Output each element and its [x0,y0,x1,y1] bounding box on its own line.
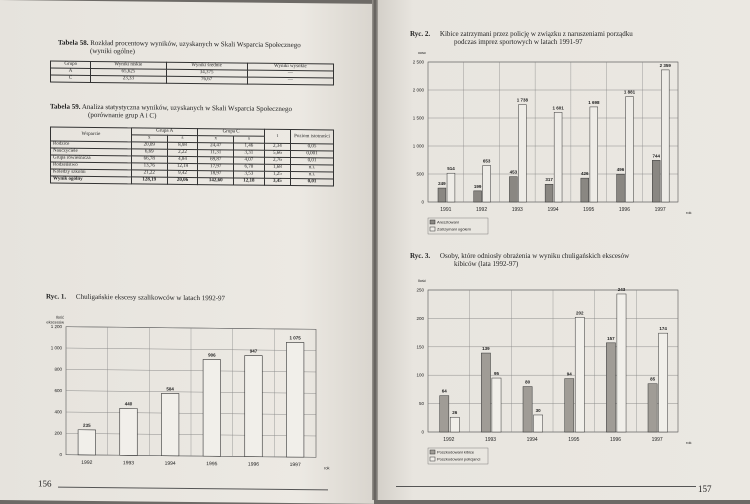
bar-series1 [440,396,449,432]
data-label: 1 738 [516,97,529,103]
table59-cell: 0,01 [291,158,334,165]
table59 [50,127,334,187]
figure2-title-line2: podczas imprez sportowych w latach 1991-97 [454,38,583,46]
bar-series1 [581,178,589,202]
table59-cell: Grupa rówieśnicza [51,155,132,163]
table59-cell: 18,97 [198,171,234,178]
table59-cell: 1,25 [264,171,290,178]
x-tick-label: 1991 [440,207,452,213]
y-axis-unit: Ilość [417,52,426,55]
table59-subheader: s [167,135,198,142]
data-label: 1 075 [289,335,301,341]
data-label: 249 [438,181,446,187]
data-label: 202 [576,310,584,316]
data-label: 440 [124,401,133,407]
bar-series1 [652,160,660,202]
table59-cell: 3,31 [233,150,264,157]
table59-cell: 17,97 [198,164,234,171]
table58-cell: — [247,70,333,78]
y-tick-label: 400 [54,409,62,415]
y-axis-unit: ekscesów [46,319,64,325]
book-gutter [372,0,378,500]
table59-cell: 11,31 [198,150,234,157]
y-tick-label: 2 000 [412,87,424,93]
legend-swatch [430,457,435,461]
y-tick-label: 1 500 [412,115,424,121]
figure2-label: Ryc. 2. [410,30,431,38]
data-label: 95 [493,371,499,377]
bar-series1 [481,353,490,432]
legend-swatch [430,227,435,231]
figure3-title: Osoby, które odniosły obrażenia w wyniku chuligańskich ekscesów [439,252,630,260]
x-tick-label: 1994 [164,460,176,467]
table59-cell: 6,70 [233,164,264,171]
table59-cell: 1,68 [264,164,290,171]
table59-cell: n.i. [291,172,334,179]
data-label: 514 [447,166,455,172]
table59-cell: 2,34 [264,143,290,150]
bar-series1 [545,184,553,202]
figure3-chart [386,276,716,470]
data-label: 1 881 [623,89,636,95]
figure3-caption [410,252,740,268]
y-tick-label: 0 [421,429,424,435]
data-label: 157 [607,335,615,341]
y-tick-label: 1 000 [50,345,62,351]
table59-cell: 142,60 [198,178,234,185]
bar-series2 [590,107,598,202]
bar-series2 [617,294,626,432]
figure2-caption [410,30,740,46]
y-tick-label: 2 500 [412,59,424,65]
bar-series1 [617,174,625,202]
table59-cell: 3,53 [233,171,264,178]
bar-series1 [438,188,446,202]
x-tick-label: 1996 [609,437,622,443]
data-label: 64 [441,388,447,394]
x-tick-label: 1992 [476,207,488,213]
table59-cell: 20,06 [167,177,198,184]
y-tick-label: 600 [54,388,62,394]
table59-cell: 13,76 [131,163,167,170]
data-label: 584 [166,386,174,392]
page-number-left: 156 [38,478,52,489]
bar-series1 [523,387,532,432]
y-axis-unit: Ilość [417,278,426,283]
bar-series1 [606,343,615,432]
bar-series2 [626,97,634,202]
bar-series2 [659,333,668,432]
table58-title: Rozkład procentowy wyników, uzyskanych w Skali Wsparcia Społecznego [90,38,301,50]
table59-subheader: x [198,136,234,143]
y-tick-label: 200 [54,430,62,436]
legend-label: Zatrzymani ogółem [437,226,472,232]
table59-cell: 24,47 [198,143,234,150]
x-tick-label: 1997 [654,207,666,213]
data-label: 94 [566,371,572,377]
table59-header: Grupa A [131,128,197,136]
x-tick-label: 1994 [547,207,559,213]
bar-series1 [474,191,482,202]
y-tick-label: 0 [59,452,62,458]
data-label: 496 [616,167,625,173]
table58-cell: A [51,68,91,75]
data-label: 139 [482,346,490,352]
bar-series2 [518,105,526,202]
table59-header: Poziom istotności [291,130,334,144]
x-tick-label: 1993 [484,437,497,443]
data-label: 1 601 [552,105,564,111]
table58-cell: 23,33 [91,75,166,83]
table59-caption [50,103,350,122]
table58-header: Grupa [51,61,91,68]
legend-label: Poszkodowani kibice [437,449,475,455]
figure2-chart [386,52,716,238]
plot-frame [428,62,678,202]
x-tick-label: 1995 [206,461,218,468]
bar-series2 [575,317,584,432]
x-tick-label: 1996 [618,207,630,213]
table59-cell: 5,66 [264,150,290,157]
x-tick-label: 1997 [651,437,663,443]
data-label: 2 359 [659,62,671,68]
table59-cell: n.i. [291,165,334,172]
data-label: 174 [659,326,667,332]
y-tick-label: 0 [421,199,424,205]
table59-cell: 12,18 [233,178,264,185]
x-axis-unit: rok [686,440,692,445]
bar-series2 [450,417,459,432]
data-label: 80 [525,379,531,385]
footer-rule [396,486,696,487]
figure1-caption [46,292,346,303]
table58-header: Wyniki niskie [91,61,166,69]
data-label: 26 [452,410,458,416]
data-label: 1 698 [588,99,600,105]
x-tick-label: 1995 [568,437,580,443]
table58-label: Tabela 58. [58,38,89,47]
table59-subheader: x [131,135,167,142]
table58-cell: — [247,77,333,85]
x-tick-label: 1992 [81,459,93,466]
bar-series2 [534,415,543,432]
y-tick-label: 100 [416,372,424,378]
data-label: 199 [473,183,482,189]
data-label: 653 [482,158,491,164]
data-label: 453 [509,169,518,175]
table58-caption [58,39,348,58]
table58-header: Wyniki średnie [166,62,247,70]
figure3-label: Ryc. 3. [410,252,431,260]
table59-cell: 21,22 [131,170,167,177]
table59-cell: 2,76 [264,157,290,164]
legend-swatch [430,450,435,454]
figure1-chart [30,308,330,477]
table58-header: Wyniki wysokie [247,63,333,71]
figure1-title: Chuligańskie ekscesy szalikowców w latach 1992-97 [75,292,226,303]
table58-cell: 65,625 [91,68,166,76]
x-axis-unit: rok [324,465,330,471]
bar-series2 [554,112,562,202]
table59-cell: 128,19 [131,177,167,184]
table59-cell: Rodzice [51,141,132,149]
bar-series2 [492,378,501,432]
data-label: 317 [545,177,553,183]
y-tick-label: 1 000 [412,143,424,149]
table58-cell: 34,375 [166,69,247,77]
table59-cell: Nauczyciele [51,148,132,156]
footer-rule [58,487,328,491]
bar [161,393,179,455]
bar [286,342,304,457]
table59-cell: 4,07 [233,157,264,164]
x-tick-label: 1992 [443,437,455,443]
y-tick-label: 500 [416,171,424,177]
x-axis-unit: rok [686,210,692,215]
table59-label: Tabela 59. [50,102,81,111]
bar-series1 [648,384,657,432]
x-tick-label: 1993 [511,207,523,213]
x-tick-label: 1994 [526,437,538,443]
table59-cell: 20,09 [131,142,167,149]
data-label: 235 [83,422,91,428]
table59-cell: 9,42 [167,170,198,177]
table59-cell: 8,98 [167,142,198,149]
table59-cell: Koledzy szkolni [51,169,132,177]
data-label: 947 [249,348,258,354]
y-tick-label: 250 [416,287,424,293]
table59-cell: 0,001 [291,151,334,158]
table59-cell: 69,87 [198,157,234,164]
table59-cell: Wynik ogólny [51,176,132,184]
table59-subheader: s [233,136,264,143]
bar [203,359,221,456]
table58-cell: C [51,75,91,82]
table59-cell: 4,84 [167,156,198,163]
bar [78,430,96,455]
data-label: 906 [208,352,216,358]
table58 [50,61,334,86]
bar-series2 [483,165,491,202]
table59-header: Wsparcie [51,127,132,142]
table59-cell: 2,22 [167,149,198,156]
data-label: 85 [650,376,656,382]
table59-subtitle: (porównanie grup A i C) [88,110,157,120]
x-tick-label: 1995 [583,207,595,213]
table59-cell: 0,05 [291,144,334,151]
table58-cell: 76,67 [166,76,247,84]
page-number-right: 157 [698,484,712,494]
table59-cell: 1,46 [233,143,264,150]
figure2-title: Kibice zatrzymani przez policję w związku z naruszeniami porządku [439,30,633,38]
y-tick-label: 1 200 [50,324,62,330]
bar [120,408,138,455]
table59-header: Grupa C [198,129,264,137]
y-tick-label: 50 [418,401,424,407]
x-tick-label: 1997 [289,462,301,469]
data-label: 30 [535,407,541,413]
table59-cell: 6,69 [131,149,167,156]
data-label: 744 [652,153,660,159]
legend-swatch [430,220,435,224]
y-tick-label: 200 [416,315,424,321]
figure3-title-line2: kibiców (lata 1992-97) [454,260,519,268]
bar-series1 [565,379,574,432]
bar-series2 [447,173,455,202]
bar-series2 [661,70,669,202]
table59-cell: 0,01 [291,179,334,186]
table59-header: t [264,129,290,143]
table59-cell: 3,45 [264,178,290,185]
table59-title: Analiza statystyczna wyników, uzyskanych w Skali Wsparcia Społecznego [81,102,292,114]
bar-series1 [509,177,517,202]
table59-cell: Rodzeństwo [51,162,132,170]
legend-label: Aresztowani [437,219,459,225]
left-page [0,0,374,504]
bar [245,356,263,457]
x-tick-label: 1996 [247,461,260,468]
x-tick-label: 1993 [122,460,135,467]
table59-cell: 66,78 [131,156,167,163]
y-tick-label: 150 [416,344,424,350]
y-axis-unit: Ilość [55,314,64,320]
data-label: 243 [617,286,626,292]
right-page [376,0,750,500]
legend-label: Poszkodowani policjanci [437,456,481,462]
y-tick-label: 800 [54,366,62,372]
table59-cell: 12,19 [167,163,198,170]
data-label: 426 [581,171,589,177]
figure1-label: Ryc. 1. [46,292,67,301]
table58-subtitle: (wyniki ogólne) [90,46,135,56]
